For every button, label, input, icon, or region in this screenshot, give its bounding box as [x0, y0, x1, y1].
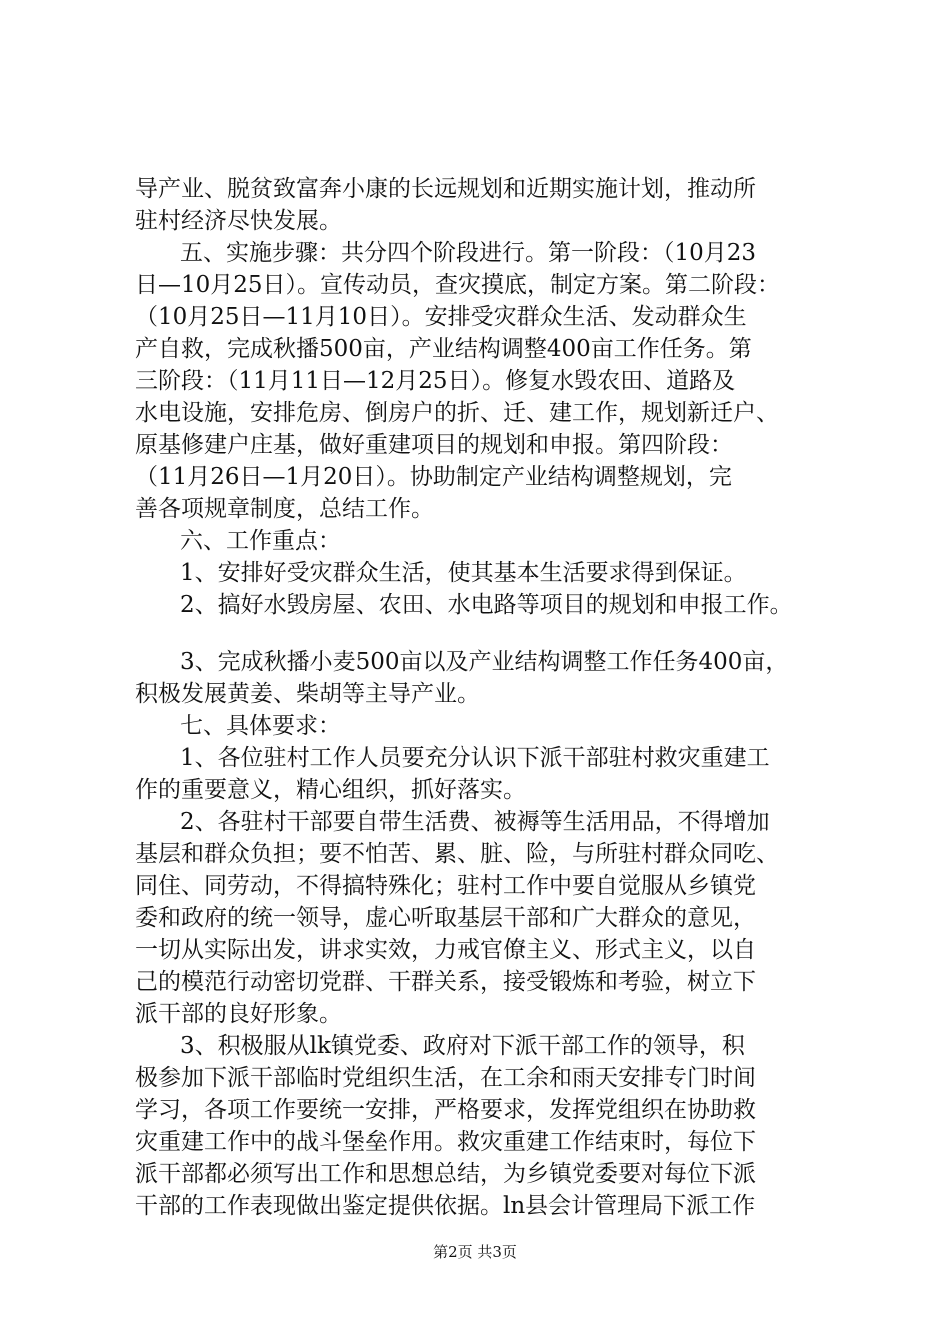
body-text-line: 善各项规章制度，总结工作。 [135, 496, 434, 522]
body-text-line: 委和政府的统一领导，虚心听取基层干部和广大群众的意见， [135, 905, 756, 931]
list-item-line: 1、各位驻村工作人员要充分认识下派干部驻村救灾重建工 [180, 745, 770, 771]
body-text-line: 派干部的良好形象。 [135, 1001, 342, 1027]
body-text-line: （10月25日—11月10日）。安排受灾群众生活、发动群众生 [135, 304, 747, 330]
body-text-line: 基层和群众负担；要不怕苦、累、脏、险，与所驻村群众同吃、 [135, 841, 779, 867]
body-text-line: 作的重要意义，精心组织，抓好落实。 [135, 777, 526, 803]
body-text-line: 导产业、脱贫致富奔小康的长远规划和近期实施计划，推动所 [135, 176, 756, 202]
list-item-line: 2、各驻村干部要自带生活费、被褥等生活用品，不得增加 [180, 809, 770, 835]
body-text-line: 干部的工作表现做出鉴定提供依据。ln县会计管理局下派工作 [135, 1193, 756, 1219]
body-text-line: （11月26日—1月20日）。协助制定产业结构调整规划，完 [135, 464, 732, 490]
body-text-line: 同住、同劳动，不得搞特殊化；驻村工作中要自觉服从乡镇党 [135, 873, 756, 899]
body-text-line: 派干部都必须写出工作和思想总结，为乡镇党委要对每位下派 [135, 1161, 756, 1187]
list-item-line: 3、积极服从lk镇党委、政府对下派干部工作的领导，积 [180, 1033, 745, 1059]
section-6-heading: 六、工作重点： [180, 528, 341, 554]
body-text-line: 一切从实际出发，讲求实效，力戒官僚主义、形式主义，以自 [135, 937, 756, 963]
body-text-line: 己的模范行动密切党群、干群关系，接受锻炼和考验，树立下 [135, 969, 756, 995]
body-text-line: 极参加下派干部临时党组织生活，在工余和雨天安排专门时间 [135, 1065, 756, 1091]
body-text-line: 水电设施，安排危房、倒房户的折、迁、建工作，规划新迁户、 [135, 400, 779, 426]
body-text-line: 原基修建户庄基，做好重建项目的规划和申报。第四阶段： [135, 432, 733, 458]
page-number-footer: 第2页 共3页 [433, 1243, 517, 1261]
section-5-heading-line: 五、实施步骤：共分四个阶段进行。第一阶段：（10月23 [180, 240, 757, 266]
section-7-heading: 七、具体要求： [180, 713, 341, 739]
list-item-line: 2、搞好水毁房屋、农田、水电路等项目的规划和申报工作。 [180, 592, 793, 618]
list-item-line: 3、完成秋播小麦500亩以及产业结构调整工作任务400亩， [180, 649, 789, 675]
body-text-line: 三阶段：（11月11日—12月25日）。修复水毁农田、道路及 [135, 368, 736, 394]
list-item-line: 1、安排好受灾群众生活，使其基本生活要求得到保证。 [180, 560, 747, 586]
body-text-line: 驻村经济尽快发展。 [135, 208, 342, 234]
body-text-line: 日—10月25日）。宣传动员，查灾摸底，制定方案。第二阶段： [135, 272, 781, 298]
body-text-line: 积极发展黄姜、柴胡等主导产业。 [135, 681, 480, 707]
body-text-line: 灾重建工作中的战斗堡垒作用。救灾重建工作结束时，每位下 [135, 1129, 756, 1155]
body-text-line: 产自救，完成秋播500亩，产业结构调整400亩工作任务。第 [135, 336, 752, 362]
body-text-line: 学习，各项工作要统一安排，严格要求，发挥党组织在协助救 [135, 1097, 756, 1123]
